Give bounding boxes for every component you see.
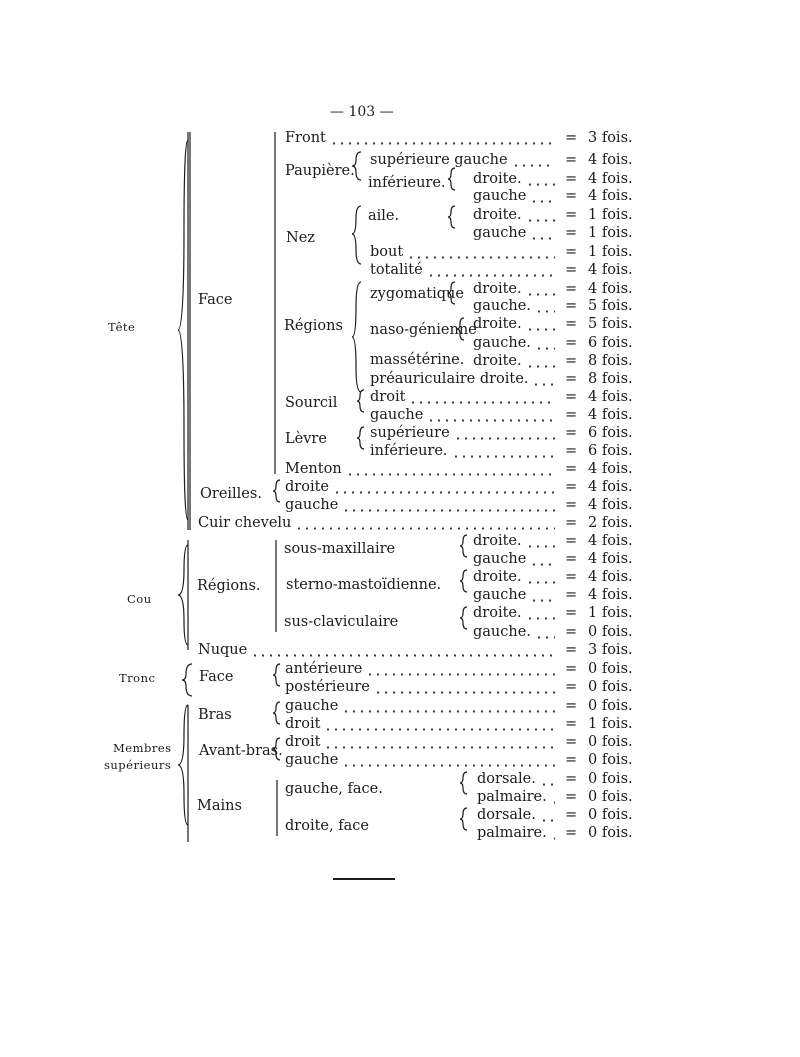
group-naso-genienne: naso-génienne [370,322,477,338]
row-count: 4 fois. [588,587,633,603]
group-paupiere: Paupière. [285,163,355,179]
row-label: gauche [370,407,424,423]
page-number: — 103 — [330,104,394,120]
equals-sign: = [565,425,578,441]
row-label: Cuir chevelu [198,515,292,531]
equals-sign: = [565,389,578,405]
dot-leader [512,164,555,167]
dot-leader [427,274,555,277]
equals-sign: = [565,353,578,369]
row-count: 4 fois. [588,551,633,567]
equals-sign: = [565,661,578,677]
row-count: 6 fois. [588,443,633,459]
row-label: droite. [473,569,522,585]
row-label: inférieure. [370,443,448,459]
equals-sign: = [565,130,578,146]
row-label: droite. [473,207,522,223]
row-count: 0 fois. [588,734,633,750]
dot-leader [251,654,555,657]
row-count: 1 fois. [588,244,633,260]
row-count: 6 fois. [588,425,633,441]
group-levre: Lèvre [285,431,327,447]
equals-sign: = [565,825,578,841]
row-count: 8 fois. [588,353,633,369]
dot-leader [346,473,555,476]
equals-sign: = [565,225,578,241]
row-label: gauche. [473,335,531,351]
equals-sign: = [565,497,578,513]
dot-leader [526,365,555,368]
row-label: droite. [473,533,522,549]
row-count: 2 fois. [588,515,633,531]
group-avant-bras: Avant-bras. [199,743,283,759]
group-sus-claviculaire: sus-claviculaire [284,614,399,630]
section-membres-line1: Membres [113,741,172,755]
dot-leader [540,819,555,822]
row-count: 0 fois. [588,771,633,787]
dot-leader [535,636,555,639]
dot-leader [526,219,555,222]
dot-leader [551,801,555,804]
group-bras: Bras [198,707,232,723]
row-count: 0 fois. [588,825,633,841]
equals-sign: = [565,716,578,732]
dot-leader [452,455,555,458]
group-regions-tete: Régions [284,318,343,334]
dot-leader [526,293,555,296]
row-count: 0 fois. [588,698,633,714]
row-label: droite [285,479,329,495]
row-count: 0 fois. [588,789,633,805]
equals-sign: = [565,207,578,223]
equals-sign: = [565,679,578,695]
row-label: bout [370,244,404,260]
equals-sign: = [565,461,578,477]
row-count: 4 fois. [588,171,633,187]
group-nez-aile: aile. [368,208,400,224]
group-oreilles: Oreilles. [200,486,262,502]
dot-leader [330,142,555,145]
row-label: Front [285,130,326,146]
row-count: 1 fois. [588,605,633,621]
dot-leader [366,673,555,676]
group-nez: Nez [286,230,315,246]
row-count: 1 fois. [588,207,633,223]
row-count: 0 fois. [588,661,633,677]
row-label: postérieure [285,679,370,695]
equals-sign: = [565,316,578,332]
equals-sign: = [565,642,578,658]
row-label: antérieure [285,661,363,677]
row-label: droit [370,389,406,405]
equals-sign: = [565,443,578,459]
dot-leader [532,383,555,386]
dot-leader [407,256,555,259]
equals-sign: = [565,734,578,750]
dot-leader [530,200,555,203]
section-tronc: Tronc [119,671,156,685]
dot-leader [324,728,555,731]
row-label: supérieure [370,425,450,441]
row-label: gauche [473,225,527,241]
group-tronc-face: Face [199,669,234,685]
row-count: 4 fois. [588,389,633,405]
dot-leader [530,237,555,240]
section-cou: Cou [127,592,152,606]
dot-leader [530,563,555,566]
equals-sign: = [565,515,578,531]
equals-sign: = [565,789,578,805]
row-label: droite. [473,281,522,297]
row-count: 4 fois. [588,152,633,168]
row-count: 0 fois. [588,624,633,640]
row-label: dorsale. [477,771,536,787]
row-count: 4 fois. [588,262,633,278]
equals-sign: = [565,244,578,260]
row-label: gauche [285,698,339,714]
row-label: gauche [473,587,527,603]
dot-leader [427,419,555,422]
dot-leader [526,617,555,620]
dot-leader [535,310,555,313]
row-label: gauche [473,188,527,204]
row-count: 6 fois. [588,335,633,351]
equals-sign: = [565,298,578,314]
row-count: 1 fois. [588,716,633,732]
row-count: 4 fois. [588,569,633,585]
dot-leader [526,545,555,548]
equals-sign: = [565,335,578,351]
equals-sign: = [565,533,578,549]
row-count: 3 fois. [588,130,633,146]
group-sous-maxillaire: sous-maxillaire [284,541,396,557]
row-count: 0 fois. [588,752,633,768]
equals-sign: = [565,371,578,387]
row-count: 1 fois. [588,225,633,241]
group-masseterine: massétérine. [370,352,465,368]
row-label: dorsale. [477,807,536,823]
group-droite-face: droite, face [285,818,369,834]
group-face: Face [198,292,233,308]
row-label: totalité [370,262,423,278]
row-count: 5 fois. [588,316,633,332]
row-count: 8 fois. [588,371,633,387]
group-regions-cou: Régions. [197,578,261,594]
group-mains: Mains [197,798,242,814]
equals-sign: = [565,171,578,187]
row-label: droite. [473,171,522,187]
group-sourcil: Sourcil [285,395,338,411]
row-label: droite. [473,353,522,369]
equals-sign: = [565,569,578,585]
row-label: supérieure gauche [370,152,508,168]
row-count: 4 fois. [588,461,633,477]
row-label: gauche. [473,624,531,640]
equals-sign: = [565,587,578,603]
dot-leader [342,710,555,713]
row-count: 4 fois. [588,188,633,204]
row-count: 4 fois. [588,479,633,495]
row-label: palmaire. [477,825,547,841]
row-label: droit [285,734,321,750]
dot-leader [530,599,555,602]
row-label: droite. [473,316,522,332]
row-count: 4 fois. [588,533,633,549]
row-count: 4 fois. [588,281,633,297]
group-zygomatique: zygomatique [370,286,464,302]
equals-sign: = [565,262,578,278]
dot-leader [551,837,555,840]
row-label: préauriculaire droite. [370,371,529,387]
equals-sign: = [565,152,578,168]
row-label: droite. [473,605,522,621]
dot-leader [333,491,555,494]
dot-leader [374,691,555,694]
row-label: Menton [285,461,342,477]
row-count: 3 fois. [588,642,633,658]
row-label: gauche. [473,298,531,314]
dot-leader [526,183,555,186]
row-label: gauche [285,497,339,513]
row-count: 4 fois. [588,497,633,513]
row-label: palmaire. [477,789,547,805]
dot-leader [324,746,555,749]
dot-leader [409,401,555,404]
group-gauche-face: gauche, face. [285,781,383,797]
equals-sign: = [565,771,578,787]
dot-leader [342,509,555,512]
end-rule [333,878,395,880]
row-label: gauche [285,752,339,768]
section-membres-line2: supérieurs [104,758,172,772]
section-tete: Tête [108,320,136,334]
equals-sign: = [565,624,578,640]
row-count: 0 fois. [588,807,633,823]
equals-sign: = [565,698,578,714]
dot-leader [540,783,555,786]
dot-leader [295,527,555,530]
dot-leader [535,347,555,350]
row-label: droit [285,716,321,732]
group-paupiere-inferieure: inférieure. [368,175,446,191]
equals-sign: = [565,281,578,297]
equals-sign: = [565,605,578,621]
dot-leader [342,764,555,767]
row-label: gauche [473,551,527,567]
row-label: Nuque [198,642,248,658]
equals-sign: = [565,551,578,567]
row-count: 0 fois. [588,679,633,695]
equals-sign: = [565,752,578,768]
equals-sign: = [565,479,578,495]
dot-leader [454,437,555,440]
equals-sign: = [565,807,578,823]
dot-leader [526,581,555,584]
equals-sign: = [565,407,578,423]
equals-sign: = [565,188,578,204]
group-sterno-mastoidienne: sterno-mastoïdienne. [286,577,442,593]
row-count: 5 fois. [588,298,633,314]
row-count: 4 fois. [588,407,633,423]
dot-leader [526,328,555,331]
